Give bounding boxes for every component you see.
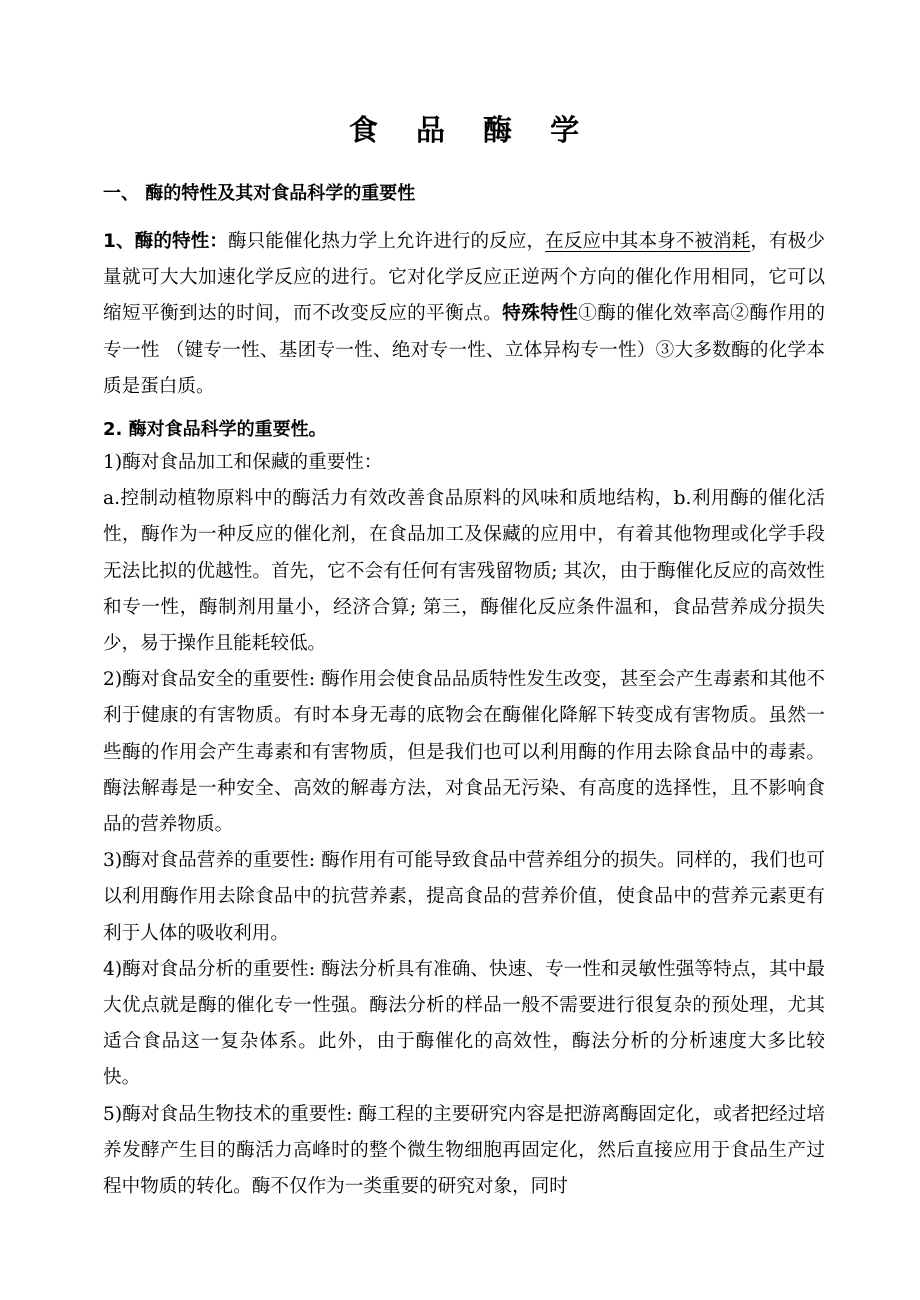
item5-paragraph: 5)酶对食品生物技术的重要性: 酶工程的主要研究内容是把游离酶固定化，或者把经过培养发酵产生目的酶活力高峰时的整个微生物细胞再固定化，然后直接应用于食品生产过程中物质的转化。酶不仅作为一类重要的研究对象，同时 (103, 1103, 825, 1198)
item4-paragraph: 4)酶对食品分析的重要性: 酶法分析具有准确、快速、专一性和灵敏性强等特点，其中最大优点就是酶的催化专一性强。酶法分析的样品一般不需要进行很复杂的预处理，尤其适合食品这一复杂体系。此外，由于酶催化的高效性，酶法分析的分析速度大多比较快。 (103, 958, 825, 1089)
enzyme-properties-paragraph (103, 224, 825, 405)
properties-text-a: 酶只能催化热力学上允许进行的反应， (227, 231, 546, 252)
lead-colon: ： (209, 231, 228, 252)
properties-text-b: ，有极少量就可大大加速化学反应的进行。它对化学反应正逆两个方向的催化作用相同，它可以缩短平衡到达的时间，而不改变反应的平衡点。 (103, 231, 825, 325)
section-heading: 一、 酶的特性及其对食品科学的重要性 (103, 183, 416, 204)
item3-paragraph: 3)酶对食品营养的重要性: 酶作用有可能导致食品中营养组分的损失。同样的，我们也可以利用酶作用去除食品中的抗营养素，提高食品的营养价值，使食品中的营养元素更有利于人体的吸收利用。 (103, 850, 825, 944)
document-page (103, 104, 825, 1205)
subsection-heading: 2. 酶对食品科学的重要性。 (103, 419, 327, 441)
properties-text-c: ①酶的催化效率高②酶作用的专一性 （键专一性、基团专一性、绝对专一性、立体异构专一性）③大多数酶的化学本质是蛋白质。 (103, 303, 825, 397)
item2-paragraph: 2)酶对食品安全的重要性: 酶作用会使食品品质特性发生改变，甚至会产生毒素和其他不利于健康的有害物质。有时本身无毒的底物会在酶催化降解下转变成有害物质。虽然一些酶的作用会产生毒素和有害物质，但是我们也可以利用酶的作用去除食品中的毒素。酶法解毒是一种安全、高效的解毒方法，对食品无污染、有高度的选择性，且不影响食品的营养物质。 (103, 669, 825, 836)
special-properties-label: 特殊特性 (502, 303, 579, 325)
document-title: 食 品 酶 学 (348, 113, 594, 147)
underlined-phrase: 在反应中其本身不被消耗 (545, 231, 751, 252)
item1-title: 1)酶对食品加工和保藏的重要性： (103, 452, 383, 474)
item1-paragraph: a.控制动植物原料中的酶活力有效改善食品原料的风味和质地结构，b.利用酶的催化活性，酶作为一种反应的催化剂，在食品加工及保藏的应用中，有着其他物理或化学手段无法比拟的优越性。首先，它不会有任何有害残留物质; 其次，由于酶催化反应的高效性和专一性，酶制剂用量小，经济合算; 第三，酶催化反应条件温和，食品营养成分损失少，易于操作且能耗较低。 (103, 488, 825, 655)
enzyme-properties-lead: 1、酶的特性 (103, 231, 210, 252)
